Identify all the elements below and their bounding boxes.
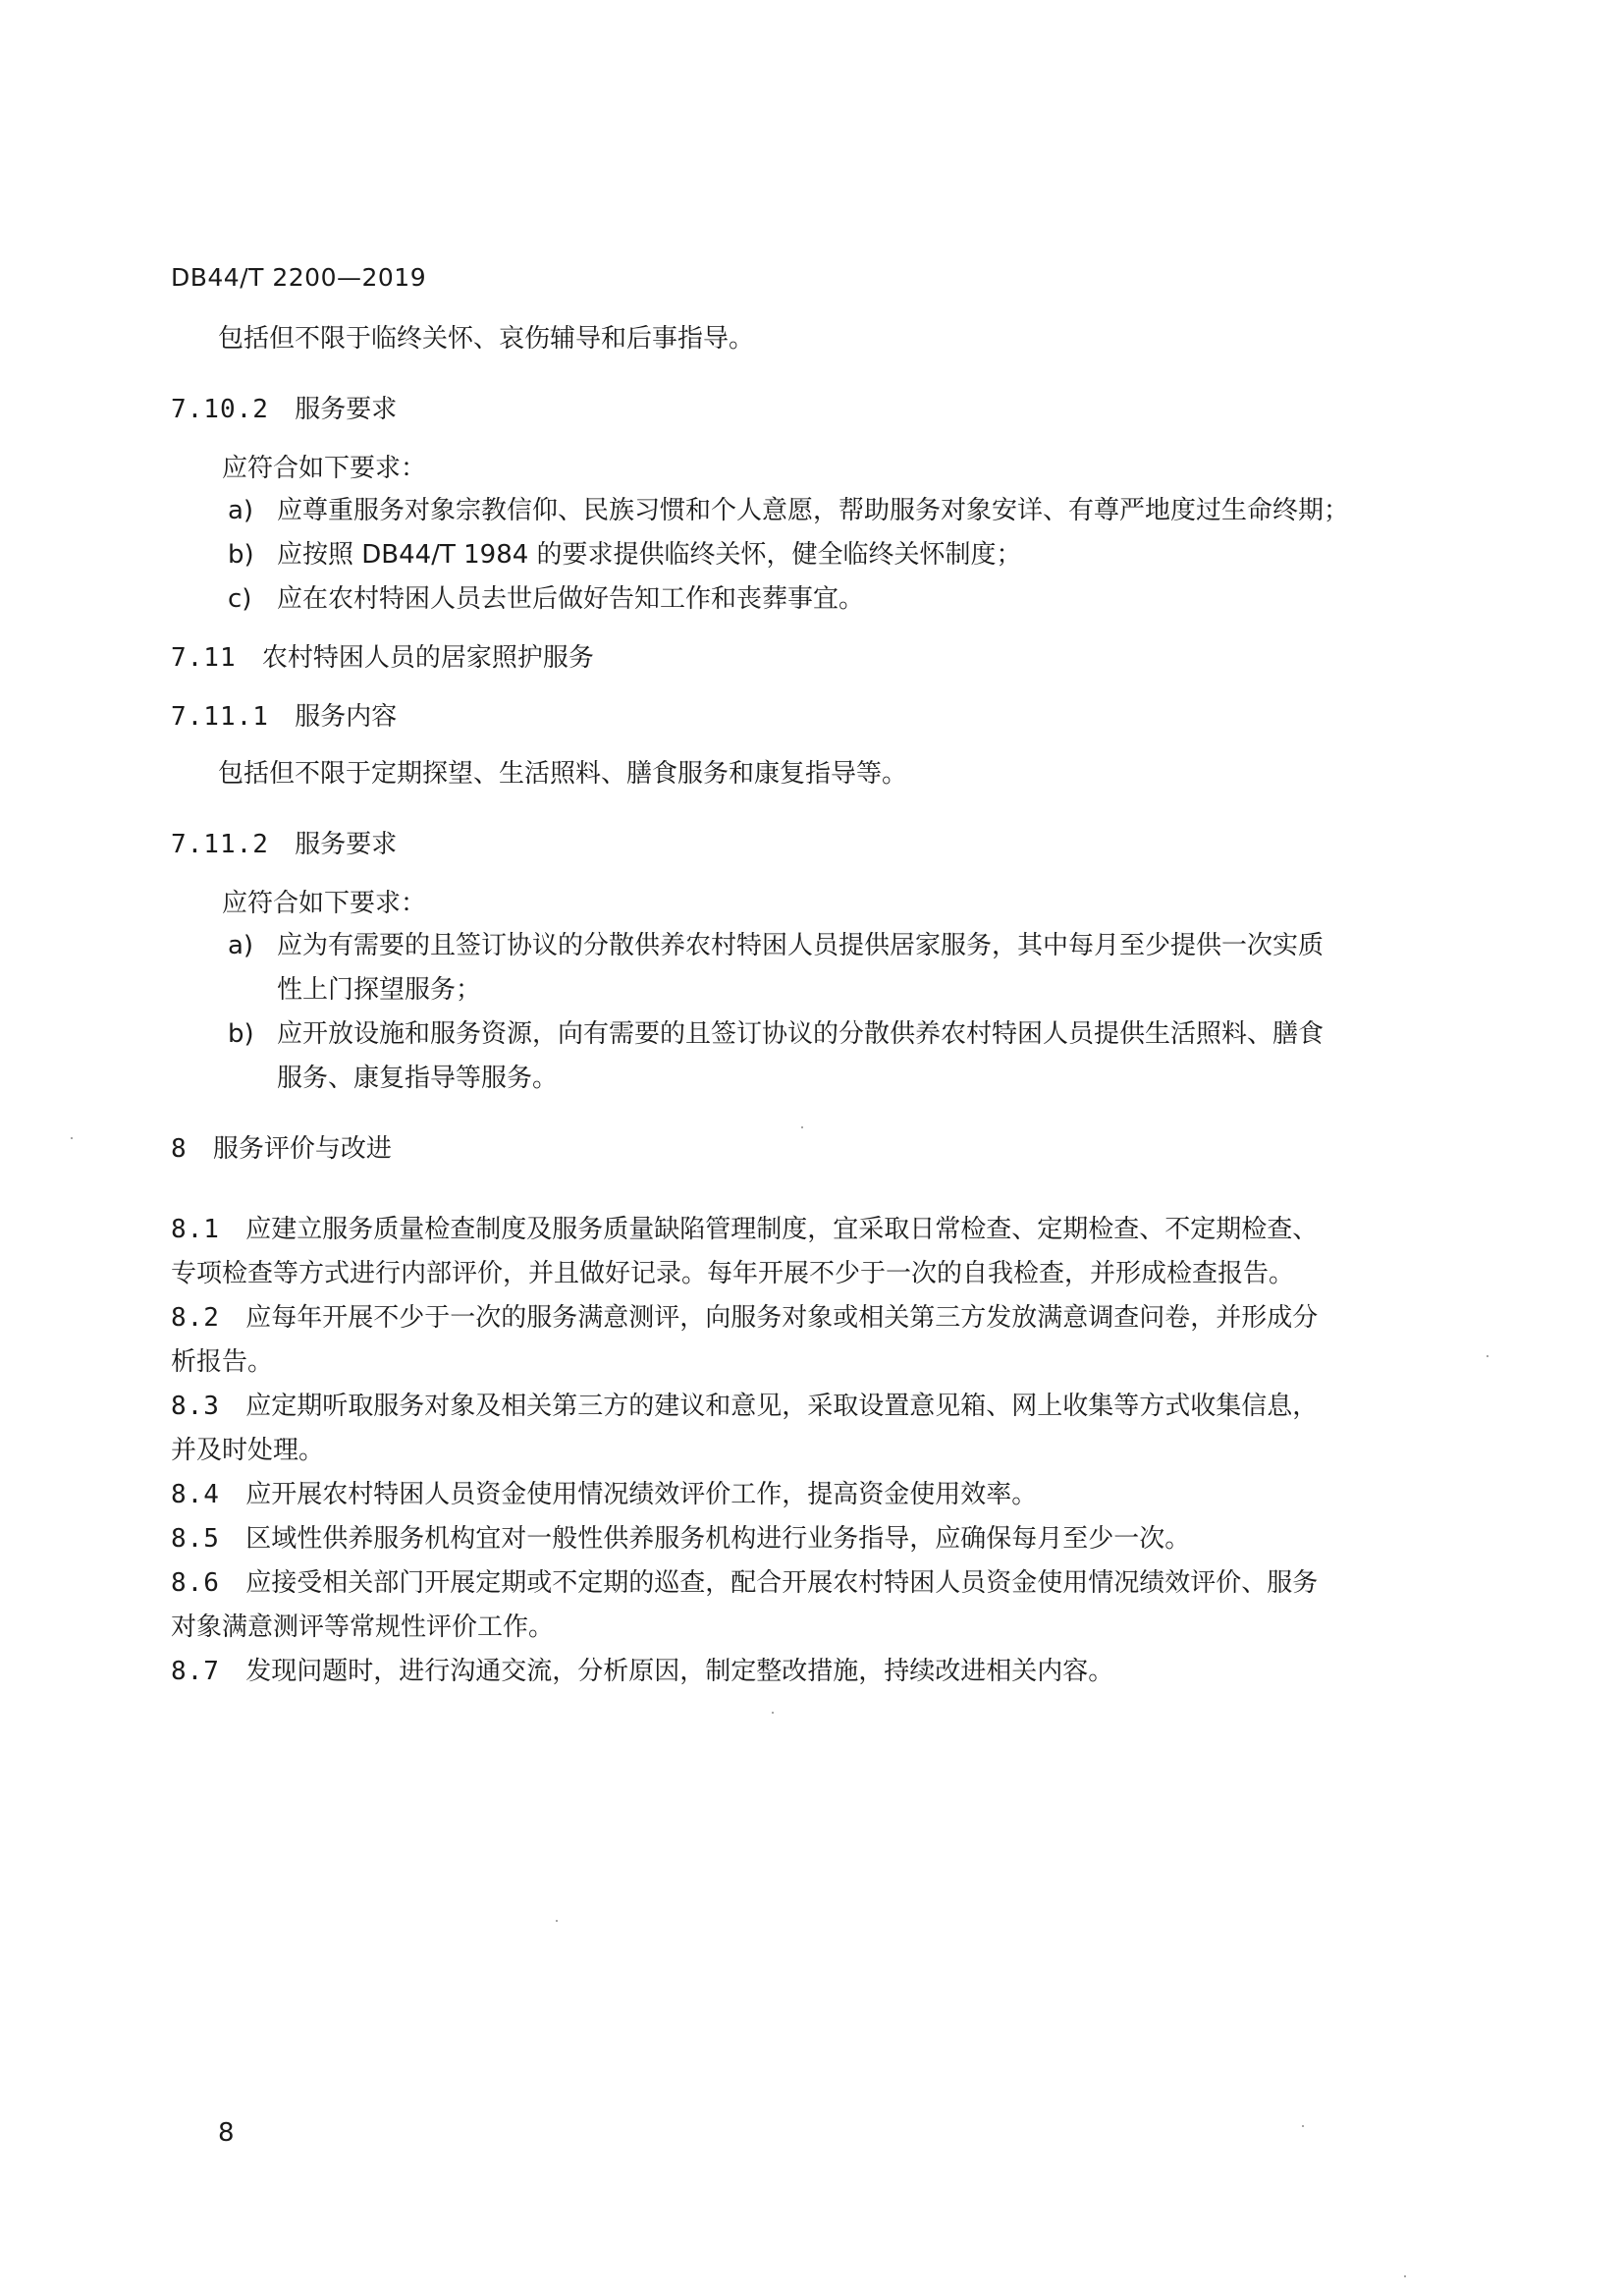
clause-text-continued: 析报告。 — [171, 1347, 274, 1377]
scan-speck — [1302, 2125, 1304, 2127]
list-item-marker: b) — [228, 1019, 254, 1049]
document-code: DB44/T 2200—2019 — [171, 263, 427, 292]
list-item-marker: b) — [228, 540, 254, 570]
clause-number: 8.1 — [171, 1215, 220, 1244]
scan-speck — [71, 1137, 73, 1139]
section-number: 7.11.1 — [171, 702, 269, 732]
scan-speck — [801, 1126, 803, 1128]
section-title: 服务内容 — [295, 702, 398, 732]
clause-8-3 — [171, 1390, 1318, 1423]
section-title: 服务评价与改进 — [212, 1134, 392, 1164]
list-item-text-continued: 性上门探望服务； — [277, 975, 482, 1005]
clause-text-continued: 并及时处理。 — [171, 1436, 325, 1465]
section-title: 农村特困人员的居家照护服务 — [261, 643, 594, 673]
clause-text: 应每年开展不少于一次的服务满意测评，向服务对象或相关第三方发放满意调查问卷，并形成分 — [245, 1303, 1319, 1333]
clause-8-2 — [171, 1301, 1318, 1335]
clause-text: 应开展农村特困人员资金使用情况绩效评价工作，提高资金使用效率。 — [245, 1480, 1038, 1509]
paragraph-7-10-1-content: 包括但不限于临终关怀、哀伤辅导和后事指导。 — [218, 324, 755, 354]
section-title: 服务要求 — [295, 830, 398, 859]
list-item-marker: a) — [228, 931, 254, 960]
clause-text: 区域性供养服务机构宜对一般性供养服务机构进行业务指导，应确保每月至少一次。 — [245, 1524, 1191, 1554]
paragraph-7-11-1-content: 包括但不限于定期探望、生活照料、膳食服务和康复指导等。 — [218, 759, 908, 789]
list-item-text: 应为有需要的且签订协议的分散供养农村特困人员提供居家服务，其中每月至少提供一次实质 — [277, 931, 1325, 960]
list-item-text-continued: 服务、康复指导等服务。 — [277, 1064, 559, 1093]
scan-speck — [1487, 1355, 1488, 1357]
section-number: 7.11.2 — [171, 830, 269, 859]
requirements-intro: 应符合如下要求： — [222, 889, 427, 918]
section-number: 8 — [171, 1134, 188, 1164]
clause-8-5 — [171, 1522, 1190, 1556]
clause-number: 8.7 — [171, 1657, 220, 1686]
section-number: 7.10.2 — [171, 395, 269, 424]
clause-number: 8.4 — [171, 1480, 220, 1509]
clause-text: 应建立服务质量检查制度及服务质量缺陷管理制度，宜采取日常检查、定期检查、不定期检查、 — [245, 1215, 1319, 1244]
clause-text: 应接受相关部门开展定期或不定期的巡查，配合开展农村特困人员资金使用情况绩效评价、服务 — [245, 1568, 1319, 1598]
clause-number: 8.3 — [171, 1392, 220, 1421]
heading-7-11 — [171, 641, 594, 675]
requirements-intro: 应符合如下要求： — [222, 454, 427, 483]
clause-8-1 — [171, 1213, 1318, 1246]
heading-7-11-1 — [171, 700, 397, 734]
scan-speck — [772, 1712, 774, 1714]
list-item-text: 应在农村特困人员去世后做好告知工作和丧葬事宜。 — [277, 584, 865, 614]
list-item-marker: a) — [228, 496, 254, 525]
section-title: 服务要求 — [295, 395, 398, 424]
list-item-text: 应开放设施和服务资源，向有需要的且签订协议的分散供养农村特困人员提供生活照料、膳食 — [277, 1019, 1325, 1049]
page-number: 8 — [218, 2118, 235, 2148]
clause-text-continued: 专项检查等方式进行内部评价，并且做好记录。每年开展不少于一次的自我检查，并形成检查报告。 — [171, 1259, 1295, 1288]
clause-8-4 — [171, 1478, 1037, 1511]
clause-text: 发现问题时，进行沟通交流，分析原因，制定整改措施，持续改进相关内容。 — [245, 1657, 1114, 1686]
clause-number: 8.6 — [171, 1568, 220, 1598]
heading-7-10-2 — [171, 393, 397, 426]
clause-8-6 — [171, 1566, 1318, 1600]
clause-text-continued: 对象满意测评等常规性评价工作。 — [171, 1613, 555, 1642]
heading-8 — [171, 1132, 392, 1166]
clause-number: 8.2 — [171, 1303, 220, 1333]
clause-text: 应定期听取服务对象及相关第三方的建议和意见，采取设置意见箱、网上收集等方式收集信息， — [245, 1392, 1319, 1421]
scan-speck — [556, 1920, 558, 1922]
section-number: 7.11 — [171, 643, 237, 673]
list-item-marker: c) — [228, 584, 252, 614]
clause-8-7 — [171, 1655, 1113, 1688]
clause-number: 8.5 — [171, 1524, 220, 1554]
list-item-text: 应尊重服务对象宗教信仰、民族习惯和个人意愿，帮助服务对象安详、有尊严地度过生命终期； — [277, 496, 1350, 525]
heading-7-11-2 — [171, 828, 397, 861]
list-item-text: 应按照 DB44/T 1984 的要求提供临终关怀，健全临终关怀制度； — [277, 540, 1022, 570]
scan-speck — [1404, 2275, 1406, 2277]
